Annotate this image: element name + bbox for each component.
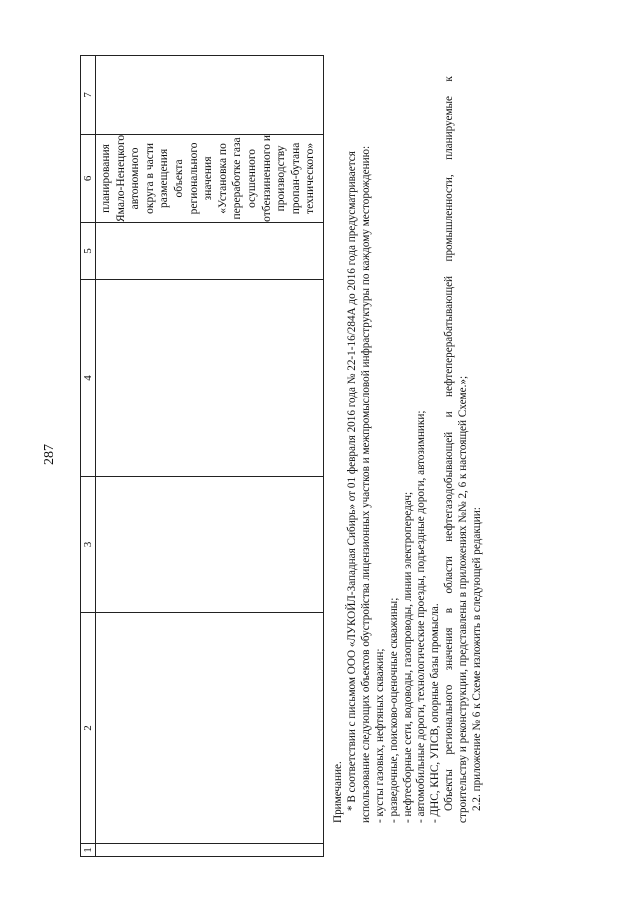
cell-text-line: округа в части [143, 143, 156, 214]
word: и [443, 411, 456, 418]
cell-text-line: отбензиненного и [260, 135, 273, 222]
column-header-4: 4 [81, 280, 96, 477]
cell-text-line: Ямало-Ненецкого [114, 134, 127, 222]
cell-text-line: автономного [129, 147, 142, 210]
objects-paragraph-line: строительству и реконструкции, представлены в приложениях №№ 2, 6 к настоящей Схеме.»; [457, 375, 470, 823]
note-bullet: - автомобильные дороги, технологические проезды, подъездные дороги, автозимники; [415, 410, 428, 823]
column-header-2: 2 [81, 613, 96, 844]
table-cell-col2 [96, 613, 324, 844]
cell-text-line: значения [202, 156, 215, 201]
cell-text-line: размещения [158, 148, 171, 209]
note-bullet: - ДНС, КНС, УПСВ, опорные базы промысла. [429, 603, 442, 823]
notes-section [332, 23, 485, 823]
column-header-5: 5 [81, 223, 96, 280]
word: области [443, 556, 456, 594]
note-paragraph-line: * В соответствии с письмом ООО «ЛУКОЙЛ-Западная Сибирь» от 01 февраля 2016 года № 22-1-16/284А до 2016 года предусматривается [345, 151, 358, 811]
column-header-6: 6 [81, 134, 96, 222]
column-header-3: 3 [81, 477, 96, 613]
table-cell-col4 [96, 280, 324, 477]
cell-text-line: объекта [172, 159, 185, 198]
word: нефтегазодобывающей [443, 431, 456, 542]
note-bullet: - разведочные, поисково-оценочные скважины; [387, 597, 400, 823]
cell-text-line: переработке газа [231, 137, 244, 220]
table-row [96, 55, 324, 856]
table-cell-col3 [96, 477, 324, 613]
cell-text-line: осушенного [245, 148, 258, 208]
table-cell-col6 [96, 134, 324, 222]
document-table [80, 55, 324, 857]
word: регионального [443, 684, 456, 755]
table-cell-col5 [96, 223, 324, 280]
cell-text-line: производству [275, 145, 288, 212]
column-header-1: 1 [81, 844, 96, 857]
word: промышленности, [443, 174, 456, 262]
word: к [443, 76, 456, 82]
note-paragraph-line: использование следующих объектов обустройства лицензионных участков и межпромысловой инфраструктуры по каждому месторождению: [359, 145, 372, 823]
objects-paragraph-line [443, 76, 457, 823]
cell-text-line: «Установка по [216, 143, 229, 214]
note-bullet: - нефтесборные сети, водоводы, газопроводы, линии электропередач; [401, 491, 414, 823]
cell-text-line: пропан-бутана [289, 142, 302, 215]
word: значения [443, 627, 456, 671]
notes-heading: Примечание. [332, 761, 344, 823]
table-cell-col7 [96, 55, 324, 134]
cell-text-line: технического» [304, 142, 317, 214]
table-cell-col1 [96, 844, 324, 857]
column-header-7: 7 [81, 55, 96, 134]
word: в [443, 607, 456, 614]
note-bullet: - кусты газовых, нефтяных скважин; [373, 648, 386, 823]
word: нефтеперерабатывающей [443, 275, 456, 398]
cell-text-line: планирования [100, 144, 112, 213]
amendment-item: 2.2. приложение № 6 к Схеме изложить в следующей редакции: [471, 507, 484, 811]
word: планируемые [443, 95, 456, 160]
table-header-row [81, 55, 96, 856]
cell-text-line: регионального [187, 142, 200, 215]
page-number: 287 [42, 444, 57, 465]
word: Объекты [443, 769, 456, 811]
